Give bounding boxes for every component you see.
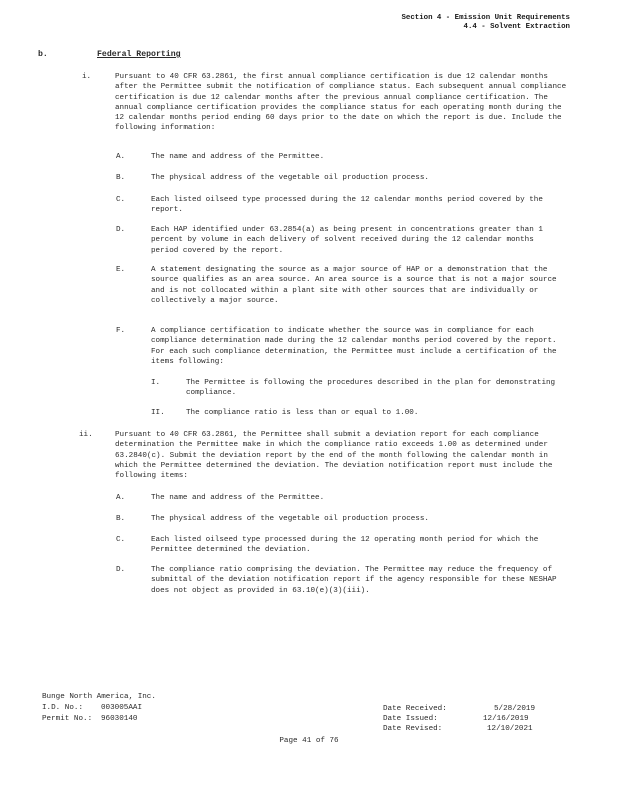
footer-permit-value: 96030140 — [101, 715, 138, 723]
subitem-number: D. — [116, 226, 126, 234]
subitem-text: The name and address of the Permittee. — [151, 494, 325, 502]
subitem-text: The physical address of the vegetable oil production process. — [151, 515, 429, 523]
subitem-number: C. — [116, 536, 126, 544]
subitem-text: Each HAP identified under 63.2854(a) as being present in concentrations greater than 1 percent by volume in each delivery of solvent received during the 12 calendar months period covered by the report. — [151, 226, 543, 255]
subitem-number: A. — [116, 153, 126, 161]
subitem-text: Each listed oilseed type processed during the 12 calendar months period covered by the report. — [151, 196, 543, 215]
item-number: i. — [82, 73, 92, 81]
subitem-text: The physical address of the vegetable oil production process. — [151, 174, 429, 182]
subitem-text: A compliance certification to indicate whether the source was in compliance for each compliance determination made during the 12 calendar months period covered by the report. For each such compliance determination, the Permittee must include a certification of the items following: — [151, 327, 557, 366]
footer-issued-value: 12/16/2019 — [483, 715, 529, 723]
footer-issued-label: Date Issued: — [383, 715, 438, 723]
subitem-number: C. — [116, 196, 126, 204]
footer-id-label: I.D. No.: — [42, 704, 84, 712]
subsubitem-text: The compliance ratio is less than or equal to 1.00. — [186, 409, 419, 417]
subitem-text: Each listed oilseed type processed during the 12 operating month period for which the Permittee determined the deviation. — [151, 536, 539, 555]
subitem-number: F. — [116, 327, 126, 335]
footer-company: Bunge North America, Inc. — [42, 693, 156, 701]
section-letter: b. — [38, 50, 48, 59]
subitem-text: The compliance ratio comprising the deviation. The Permittee may reduce the frequency of submittal of the deviation notification report if the agency responsible for these NESHAP does not object as provided in 63.10(e)(3)(iii). — [151, 566, 557, 595]
header-section-title: Section 4 - Emission Unit Requirements — [401, 14, 570, 22]
item-number: ii. — [79, 431, 93, 439]
subsubitem-number: II. — [151, 409, 165, 417]
subsubitem-number: I. — [151, 379, 161, 387]
footer-id-value: 003005AAI — [101, 704, 143, 712]
subitem-text: A statement designating the source as a major source of HAP or a demonstration that the source qualifies as an area source. An area source is a source that is not a major source and is not collocated within a plant site with other sources that are individually or collectively a major source. — [151, 266, 557, 305]
item-paragraph: Pursuant to 40 CFR 63.2861, the first annual compliance certification is due 12 calendar months after the Permittee submit the notification of compliance status. Each subsequent annual compliance certification is due 12 calendar months after the previous annual compliance certification. The annual compliance certification provides the compliance status for each operating month during the 12 calendar months period ending 60 days prior to the date on which the report is due. Include the following information: — [115, 73, 567, 133]
section-title: Federal Reporting — [97, 50, 181, 59]
subitem-number: A. — [116, 494, 126, 502]
subitem-number: B. — [116, 174, 126, 182]
footer-revised-value: 12/10/2021 — [487, 725, 533, 733]
footer-received-label: Date Received: — [383, 705, 447, 713]
footer-revised-label: Date Revised: — [383, 725, 443, 733]
page-number: Page 41 of 76 — [279, 737, 339, 745]
footer-permit-label: Permit No.: — [42, 715, 93, 723]
subitem-number: B. — [116, 515, 126, 523]
item-paragraph: Pursuant to 40 CFR 63.2861, the Permittee shall submit a deviation report for each compliance determination the Permittee make in which the compliance ratio exceeds 1.00 as determined under 63.2840(c). Submit the deviation report by the end of the month following the calendar month in which the Permittee determined the deviation. The deviation notification report must include the following items: — [115, 431, 553, 481]
footer-received-value: 5/28/2019 — [494, 705, 536, 713]
subitem-number: E. — [116, 266, 126, 274]
header-subsection-title: 4.4 - Solvent Extraction — [463, 23, 570, 31]
subitem-text: The name and address of the Permittee. — [151, 153, 325, 161]
section-header — [401, 14, 570, 32]
subsubitem-text: The Permittee is following the procedures described in the plan for demonstrating compliance. — [186, 379, 556, 398]
subitem-number: D. — [116, 566, 126, 574]
